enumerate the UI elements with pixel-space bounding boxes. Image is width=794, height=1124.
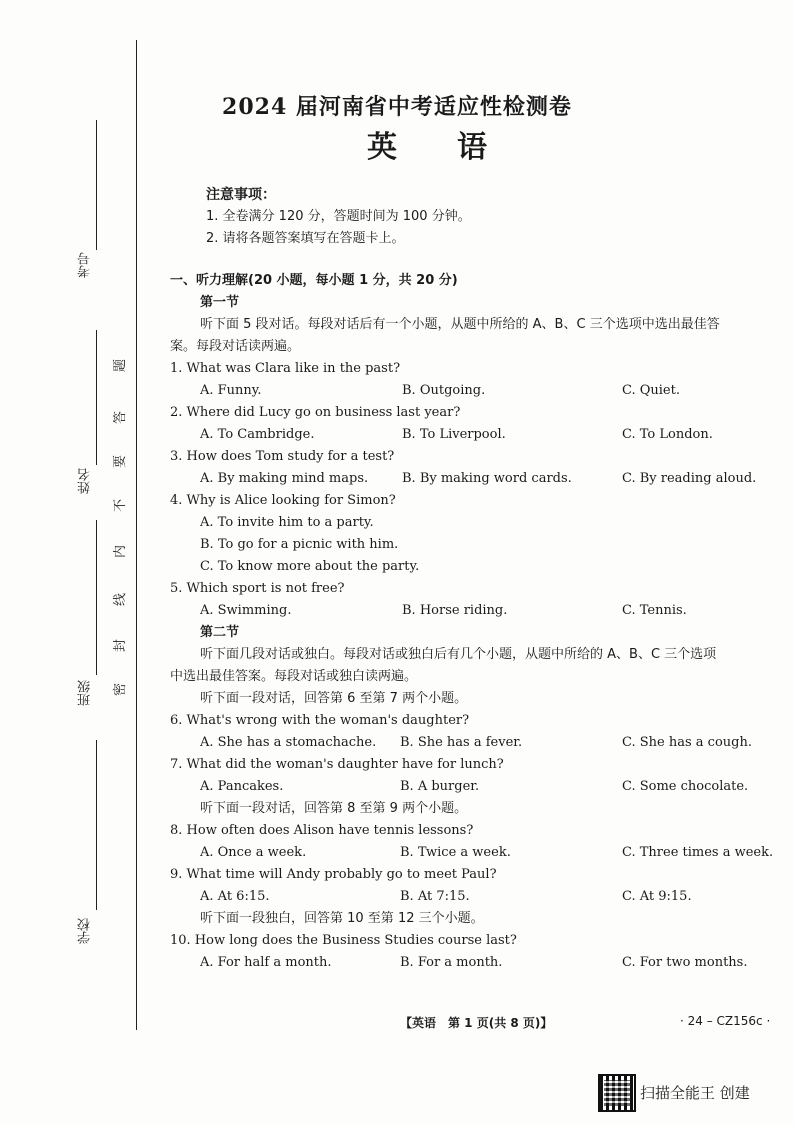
- qr-code-icon: [598, 1074, 636, 1112]
- options-row: [170, 600, 780, 622]
- options-row: [170, 842, 780, 864]
- option-b: B. Outgoing.: [402, 383, 486, 398]
- option-a: A. Swimming.: [200, 603, 292, 618]
- option-b: B. For a month.: [400, 955, 503, 970]
- scanner-watermark: 扫描全能王 创建: [640, 1084, 750, 1102]
- question: 7. What did the woman's daughter have for lunch?: [170, 757, 504, 772]
- seal-char: 不: [113, 498, 129, 513]
- option-c: C. Three times a week.: [622, 845, 774, 860]
- option-a: A. To invite him to a party.: [200, 515, 374, 530]
- options-row: [170, 776, 780, 798]
- binding-line: [136, 40, 137, 1030]
- instruction: 听下面 5 段对话。每段对话后有一个小题，从题中所给的 A、B、C 三个选项中选出最佳答: [200, 317, 720, 332]
- question: 3. How does Tom study for a test?: [170, 449, 395, 464]
- name-label: 姓名: [78, 468, 93, 494]
- option-c: C. Quiet.: [622, 383, 680, 398]
- option-a: A. By making mind maps.: [200, 471, 369, 486]
- options-row: [170, 886, 780, 908]
- listen-instruction: 听下面一段对话，回答第 8 至第 9 两个小题。: [200, 801, 468, 816]
- option-b: B. A burger.: [400, 779, 480, 794]
- question: 4. Why is Alice looking for Simon?: [170, 493, 396, 508]
- notice-item: 2. 请将各题答案填写在答题卡上。: [206, 231, 405, 246]
- question: 8. How often does Alison have tennis lessons?: [170, 823, 474, 838]
- option-a: A. For half a month.: [200, 955, 332, 970]
- option-c: C. By reading aloud.: [622, 471, 757, 486]
- option-c: C. Tennis.: [622, 603, 687, 618]
- listen-instruction: 听下面一段独白，回答第 10 至第 12 三个小题。: [200, 911, 484, 926]
- paper-code: · 24 – CZ156c ·: [680, 1014, 771, 1028]
- class-label: 班级: [78, 680, 93, 706]
- option-b: B. By making word cards.: [402, 471, 572, 486]
- option-b: B. At 7:15.: [400, 889, 470, 904]
- option-c: C. To know more about the party.: [200, 559, 420, 574]
- notice-box: [206, 184, 471, 250]
- instruction: 案。每段对话读两遍。: [170, 339, 301, 354]
- option-b: B. To go for a picnic with him.: [200, 537, 399, 552]
- option-a: A. Funny.: [200, 383, 262, 398]
- option-c: C. For two months.: [622, 955, 748, 970]
- option-c: C. To London.: [622, 427, 713, 442]
- option-a: A. She has a stomachache.: [200, 735, 377, 750]
- part-title: 第一节: [200, 295, 240, 310]
- options-row: [170, 468, 780, 490]
- option-b: B. Horse riding.: [402, 603, 508, 618]
- class-rule: [96, 520, 97, 675]
- school-label: 学校: [78, 918, 93, 944]
- seal-char: 封: [113, 638, 129, 653]
- notice-item: 1. 全卷满分 120 分，答题时间为 100 分钟。: [206, 209, 471, 224]
- option-a: A. To Cambridge.: [200, 427, 315, 442]
- seal-char: 答: [113, 410, 129, 425]
- option-b: B. To Liverpool.: [402, 427, 506, 442]
- seal-char: 线: [113, 592, 129, 607]
- name-rule: [96, 330, 97, 465]
- option-c: C. Some chocolate.: [622, 779, 749, 794]
- instruction: 听下面几段对话或独白。每段对话或独白后有几个小题，从题中所给的 A、B、C 三个选项: [200, 647, 717, 662]
- seal-char: 内: [113, 544, 129, 559]
- option-c: C. She has a cough.: [622, 735, 752, 750]
- option-b: B. She has a fever.: [400, 735, 523, 750]
- exam-number-label: 考号: [78, 252, 93, 278]
- option-a: A. Pancakes.: [200, 779, 284, 794]
- option-a: A. At 6:15.: [200, 889, 270, 904]
- question: 10. How long does the Business Studies course last?: [170, 933, 517, 948]
- part-title: 第二节: [200, 625, 240, 640]
- question: 6. What's wrong with the woman's daughter?: [170, 713, 470, 728]
- section-title: 一、听力理解(20 小题，每小题 1 分，共 20 分): [170, 273, 458, 288]
- seal-char: 题: [113, 358, 129, 373]
- options-row: [170, 380, 780, 402]
- seal-char: 要: [113, 454, 129, 469]
- subject-title: 英语: [367, 130, 547, 165]
- instruction: 中选出最佳答案。每段对话或独白读两遍。: [170, 669, 418, 684]
- question: 9. What time will Andy probably go to meet Paul?: [170, 867, 497, 882]
- question: 2. Where did Lucy go on business last year?: [170, 405, 461, 420]
- exam-title: 2024 届河南省中考适应性检测卷: [222, 94, 572, 120]
- listen-instruction: 听下面一段对话，回答第 6 至第 7 两个小题。: [200, 691, 468, 706]
- section-listening: [170, 270, 780, 974]
- option-a: A. Once a week.: [200, 845, 307, 860]
- notice-title: 注意事项：: [206, 187, 276, 203]
- options-row: [170, 952, 780, 974]
- school-rule: [96, 740, 97, 910]
- question: 1. What was Clara like in the past?: [170, 361, 401, 376]
- question: 5. Which sport is not free?: [170, 581, 345, 596]
- options-row: [170, 732, 780, 754]
- options-row: [170, 424, 780, 446]
- page-number: 【英语 第 1 页(共 8 页)】: [400, 1016, 553, 1030]
- option-c: C. At 9:15.: [622, 889, 692, 904]
- seal-char: 密: [113, 682, 129, 697]
- option-b: B. Twice a week.: [400, 845, 511, 860]
